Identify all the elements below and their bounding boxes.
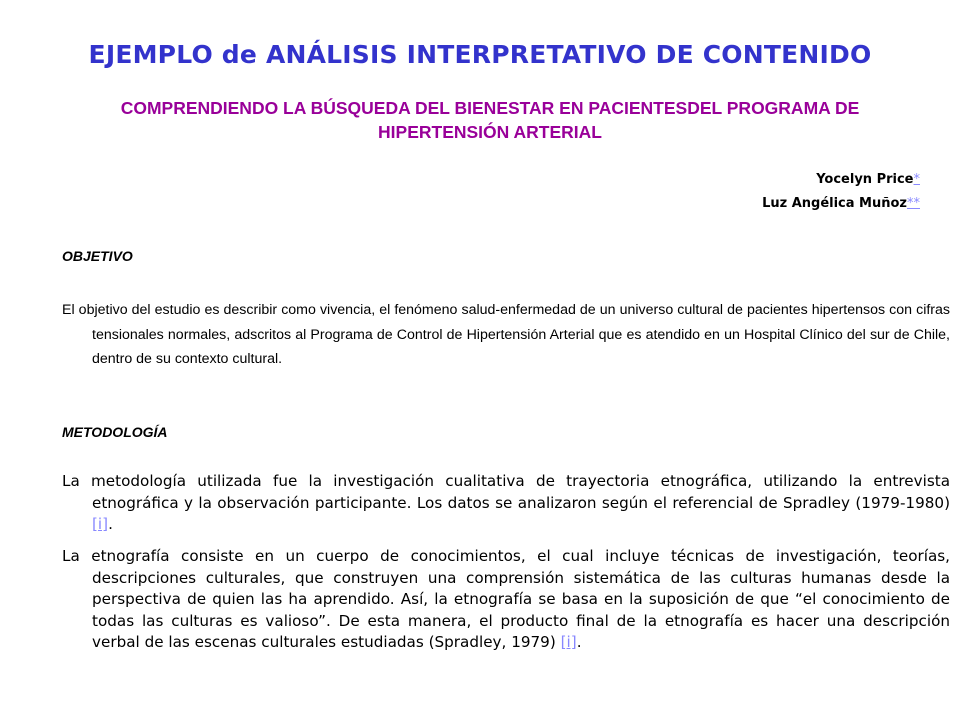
- methodology-paragraph-2-text: La etnografía consiste en un cuerpo de conocimientos, el cual incluye técnicas de investigación, teorías, descripciones culturales, que construyen una comprensión sistemática de las culturas humanas desde la perspectiva de quien las ha aprendido. Así, la etnografía se basa en la suposición de que “el conocimiento de todas las culturas es valioso”. De esta manera, el producto final de la etnografía es hacer una descripción verbal de las escenas culturales estudiadas (Spradley, 1979): [62, 547, 950, 652]
- objective-heading: OBJETIVO: [62, 248, 133, 264]
- author-2: [762, 196, 920, 211]
- author-2-footnote-link[interactable]: **: [907, 196, 920, 211]
- methodology-paragraph-1-end: .: [108, 515, 113, 534]
- methodology-paragraph-1-text: La metodología utilizada fue la investigación cualitativa de trayectoria etnográfica, utilizando la entrevista etnográfica y la observación participante. Los datos se analizaron según el referencial de Spradley (1979-1980): [62, 472, 950, 512]
- reference-link-1[interactable]: [i]: [92, 515, 109, 534]
- reference-link-2[interactable]: [i]: [560, 633, 577, 652]
- author-2-name: Luz Angélica Muñoz: [762, 196, 907, 211]
- author-1: [816, 172, 920, 187]
- document-title: EJEMPLO de ANÁLISIS INTERPRETATIVO DE CONTENIDO: [88, 40, 872, 69]
- methodology-paragraph-2: [62, 546, 950, 654]
- methodology-heading: METODOLOGÍA: [62, 424, 168, 440]
- methodology-paragraph-2-end: .: [576, 633, 582, 652]
- author-1-footnote-link[interactable]: *: [913, 172, 920, 187]
- objective-paragraph: El objetivo del estudio es describir como vivencia, el fenómeno salud-enfermedad de un universo cultural de pacientes hipertensos con cifras tensionales normales, adscritos al Programa de Control de Hipertensión Arterial que es atendido en un Hospital Clínico del sur de Chile, dentro de su contexto cultural.: [62, 302, 950, 367]
- document-subtitle: COMPRENDIENDO LA BÚSQUEDA DEL BIENESTAR EN PACIENTESDEL PROGRAMA DE HIPERTENSIÓN ARTERIAL: [120, 98, 860, 142]
- methodology-paragraph-1: [62, 471, 950, 536]
- author-1-name: Yocelyn Price: [816, 172, 914, 187]
